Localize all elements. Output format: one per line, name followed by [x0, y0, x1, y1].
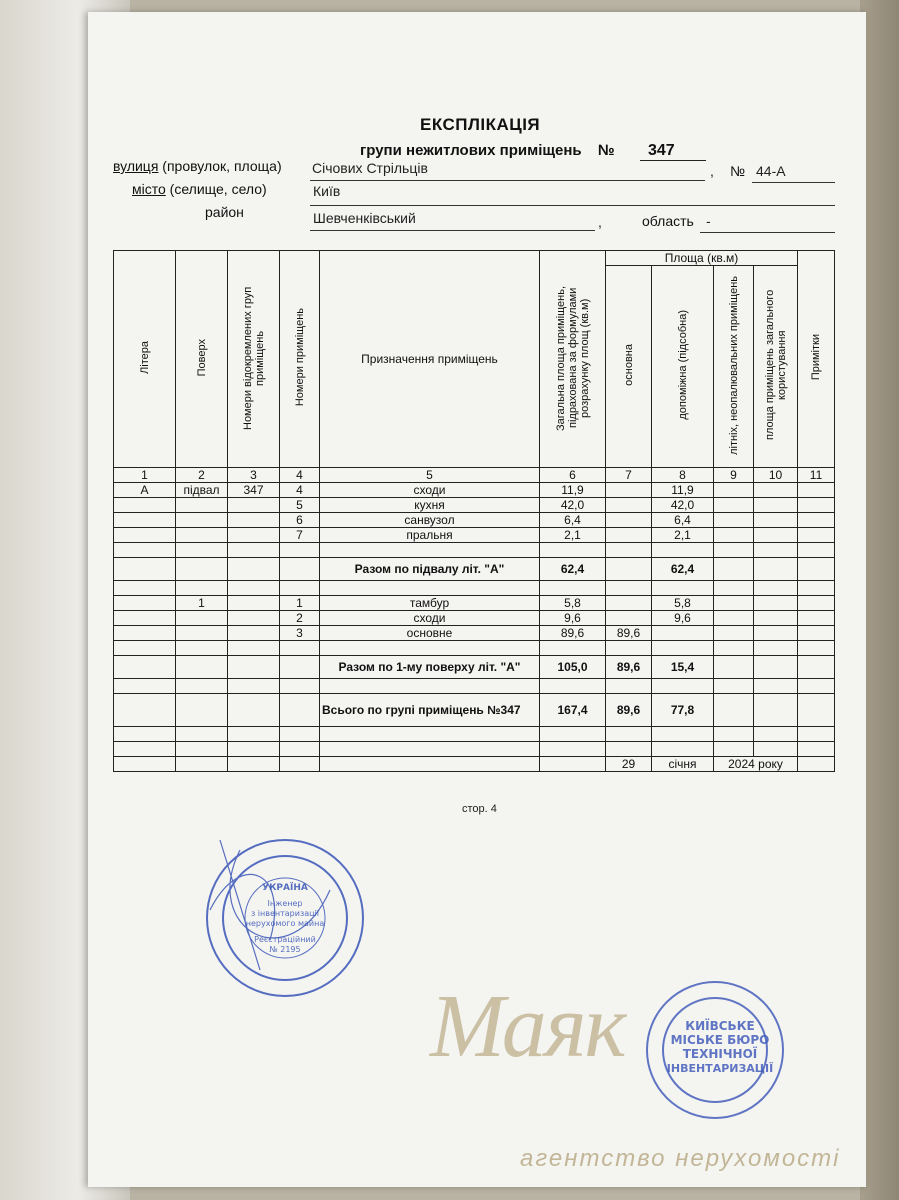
- col-header-purpose: Призначення приміщень: [320, 251, 540, 468]
- table-cell: [714, 596, 754, 611]
- table-cell: [714, 498, 754, 513]
- table-cell: [754, 498, 798, 513]
- street-comma: ,: [710, 163, 714, 179]
- col-header-floor: Поверх: [176, 251, 228, 468]
- svg-text:Інженер: Інженер: [267, 899, 303, 908]
- table-cell: 1: [280, 596, 320, 611]
- empty-row: [114, 581, 835, 596]
- table-row: [114, 596, 835, 611]
- col-number: 2: [176, 468, 228, 483]
- table-cell: 11,9: [652, 483, 714, 498]
- svg-text:МІСЬКЕ БЮРО: МІСЬКЕ БЮРО: [670, 1033, 770, 1047]
- table-cell: 6: [280, 513, 320, 528]
- table-cell: 89,6: [606, 626, 652, 641]
- empty-row: [114, 641, 835, 656]
- svg-text:Реєстраційний: Реєстраційний: [254, 935, 316, 944]
- table-cell: [754, 626, 798, 641]
- watermark-logo: Маяк: [430, 977, 625, 1076]
- table-cell: [228, 626, 280, 641]
- empty-row: [114, 742, 835, 757]
- bureau-stamp: [630, 975, 790, 1125]
- district-comma: ,: [598, 214, 602, 230]
- table-cell: [652, 626, 714, 641]
- empty-row: [114, 679, 835, 694]
- table-cell: [176, 528, 228, 543]
- table-cell: [228, 596, 280, 611]
- table-cell: [714, 513, 754, 528]
- house-line: [752, 182, 835, 183]
- table-cell: тамбур: [320, 596, 540, 611]
- col-number: 9: [714, 468, 754, 483]
- col-header-auxiliary: допоміжна (підсобна): [652, 266, 714, 468]
- table-cell: [754, 596, 798, 611]
- group-number-line: [640, 160, 706, 161]
- col-header-litera: Літера: [114, 251, 176, 468]
- svg-text:ІНВЕНТАРИЗАЦІЇ: ІНВЕНТАРИЗАЦІЇ: [666, 1062, 774, 1075]
- col-header-notes: Примітки: [798, 251, 835, 468]
- table-cell: [714, 483, 754, 498]
- table-cell: А: [114, 483, 176, 498]
- table-cell: 347: [228, 483, 280, 498]
- table-cell: [228, 513, 280, 528]
- col-number: 7: [606, 468, 652, 483]
- table-cell: [754, 611, 798, 626]
- subtotal-total: 105,0: [540, 656, 606, 679]
- col-header-total-area: Загальна площа приміщень, підрахована за формулами розрахунку площ (кв.м): [540, 251, 606, 468]
- district-line: [310, 230, 595, 231]
- table-cell: сходи: [320, 611, 540, 626]
- table-cell: 2,1: [652, 528, 714, 543]
- street-line: [310, 180, 705, 181]
- table-cell: [714, 528, 754, 543]
- subtotal-total: 62,4: [540, 558, 606, 581]
- subtotal-main: 89,6: [606, 656, 652, 679]
- table-cell: 6,4: [540, 513, 606, 528]
- street-label: вулиця (провулок, площа): [113, 158, 282, 174]
- table-cell: 3: [280, 626, 320, 641]
- svg-text:нерухомого майна: нерухомого майна: [245, 919, 325, 928]
- table-cell: 9,6: [652, 611, 714, 626]
- city-value: Київ: [313, 183, 341, 199]
- col-number: 8: [652, 468, 714, 483]
- table-cell: 5: [280, 498, 320, 513]
- table-row: [114, 528, 835, 543]
- table-row: [114, 498, 835, 513]
- table-cell: [754, 513, 798, 528]
- table-cell: [606, 596, 652, 611]
- empty-row: [114, 543, 835, 558]
- svg-text:з інвентаризації: з інвентаризації: [250, 909, 320, 918]
- table-cell: [798, 596, 835, 611]
- table-row: [114, 626, 835, 641]
- table-row: [114, 483, 835, 498]
- col-number: 4: [280, 468, 320, 483]
- region-line: [700, 232, 835, 233]
- group-number: 347: [648, 142, 675, 159]
- table-cell: [798, 611, 835, 626]
- table-cell: [176, 626, 228, 641]
- grand-total-label: Всього по групі приміщень №347: [320, 694, 540, 727]
- table-cell: [798, 528, 835, 543]
- table-cell: [114, 513, 176, 528]
- watermark-tagline: агентство нерухомості: [520, 1145, 841, 1172]
- subtotal-aux: 15,4: [652, 656, 714, 679]
- table-cell: [754, 528, 798, 543]
- house-label: №: [730, 163, 746, 179]
- table-cell: 2: [280, 611, 320, 626]
- subtotal-floor1-row: [114, 656, 835, 679]
- column-number-row: [114, 468, 835, 483]
- svg-text:№ 2195: № 2195: [269, 945, 301, 954]
- table-cell: [798, 498, 835, 513]
- table-cell: 42,0: [540, 498, 606, 513]
- table-cell: [798, 626, 835, 641]
- table-cell: [754, 483, 798, 498]
- col-header-summer: літніх, неопалювальних приміщень: [714, 266, 754, 468]
- district-value: Шевченківський: [313, 210, 416, 226]
- floor1-rows: [114, 596, 835, 641]
- col-number: 11: [798, 468, 835, 483]
- table-cell: пральня: [320, 528, 540, 543]
- table-row: [114, 611, 835, 626]
- table-cell: [228, 611, 280, 626]
- table-cell: [606, 483, 652, 498]
- region-label: область: [642, 213, 694, 229]
- grand-total-main: 89,6: [606, 694, 652, 727]
- subtotal-label: Разом по підвалу літ. "А": [320, 558, 540, 581]
- table-cell: 9,6: [540, 611, 606, 626]
- house-value: 44-А: [756, 163, 786, 179]
- table-cell: 2,1: [540, 528, 606, 543]
- table-cell: [228, 498, 280, 513]
- col-number: 10: [754, 468, 798, 483]
- table-cell: 1: [176, 596, 228, 611]
- grand-total-total: 167,4: [540, 694, 606, 727]
- table-cell: [114, 528, 176, 543]
- engineer-stamp: [180, 830, 380, 1000]
- table-cell: 4: [280, 483, 320, 498]
- grand-total-row: [114, 694, 835, 727]
- table-cell: кухня: [320, 498, 540, 513]
- table-cell: [114, 626, 176, 641]
- svg-text:ТЕХНІЧНОЇ: ТЕХНІЧНОЇ: [682, 1047, 758, 1061]
- subtotal-main: [606, 558, 652, 581]
- svg-text:КИЇВСЬКЕ: КИЇВСЬКЕ: [685, 1019, 755, 1033]
- subtotal-basement-row: [114, 558, 835, 581]
- table-cell: [176, 513, 228, 528]
- city-label: місто (селище, село): [132, 181, 267, 197]
- region-value: -: [706, 213, 711, 229]
- explication-table: [113, 250, 835, 772]
- page-number: стор. 4: [462, 803, 497, 815]
- table-cell: підвал: [176, 483, 228, 498]
- city-line: [310, 205, 835, 206]
- date-day: 29: [606, 757, 652, 772]
- col-number: 3: [228, 468, 280, 483]
- col-header-main: основна: [606, 266, 652, 468]
- header-row-1: [114, 251, 835, 266]
- table-cell: [114, 611, 176, 626]
- table-cell: [606, 611, 652, 626]
- document-title: ЕКСПЛІКАЦІЯ: [420, 115, 541, 134]
- table-cell: основне: [320, 626, 540, 641]
- col-header-common: площа приміщень загального користування: [754, 266, 798, 468]
- col-header-room-no: Номери приміщень: [280, 251, 320, 468]
- svg-text:УКРАЇНА: УКРАЇНА: [262, 883, 308, 893]
- table-cell: 6,4: [652, 513, 714, 528]
- table-cell: [606, 498, 652, 513]
- table-cell: [798, 513, 835, 528]
- table-cell: сходи: [320, 483, 540, 498]
- date-month: січня: [652, 757, 714, 772]
- table-cell: санвузол: [320, 513, 540, 528]
- col-header-group-no: Номери відокремлених груп приміщень: [228, 251, 280, 468]
- table-cell: [606, 513, 652, 528]
- table-cell: [714, 626, 754, 641]
- grand-total-aux: 77,8: [652, 694, 714, 727]
- table-cell: 11,9: [540, 483, 606, 498]
- street-value: Січових Стрільців: [312, 160, 428, 176]
- table-cell: [114, 596, 176, 611]
- table-cell: 42,0: [652, 498, 714, 513]
- document-subtitle: групи нежитлових приміщень №: [360, 142, 615, 159]
- date-year: 2024 року: [714, 757, 798, 772]
- table-row: [114, 513, 835, 528]
- table-cell: 5,8: [540, 596, 606, 611]
- col-number: 1: [114, 468, 176, 483]
- table-cell: 5,8: [652, 596, 714, 611]
- subtotal-aux: 62,4: [652, 558, 714, 581]
- table-cell: [714, 611, 754, 626]
- subtotal-label: Разом по 1-му поверху літ. "А": [320, 656, 540, 679]
- table-cell: [228, 528, 280, 543]
- col-number: 5: [320, 468, 540, 483]
- table-cell: [176, 611, 228, 626]
- col-header-area-group: Площа (кв.м): [606, 251, 798, 266]
- table-cell: [798, 483, 835, 498]
- table-cell: [176, 498, 228, 513]
- table-cell: [606, 528, 652, 543]
- table-cell: [114, 498, 176, 513]
- col-number: 6: [540, 468, 606, 483]
- table-cell: 7: [280, 528, 320, 543]
- basement-rows: [114, 483, 835, 543]
- table-cell: 89,6: [540, 626, 606, 641]
- district-label: район: [205, 204, 244, 220]
- date-row: [114, 757, 835, 772]
- empty-row: [114, 727, 835, 742]
